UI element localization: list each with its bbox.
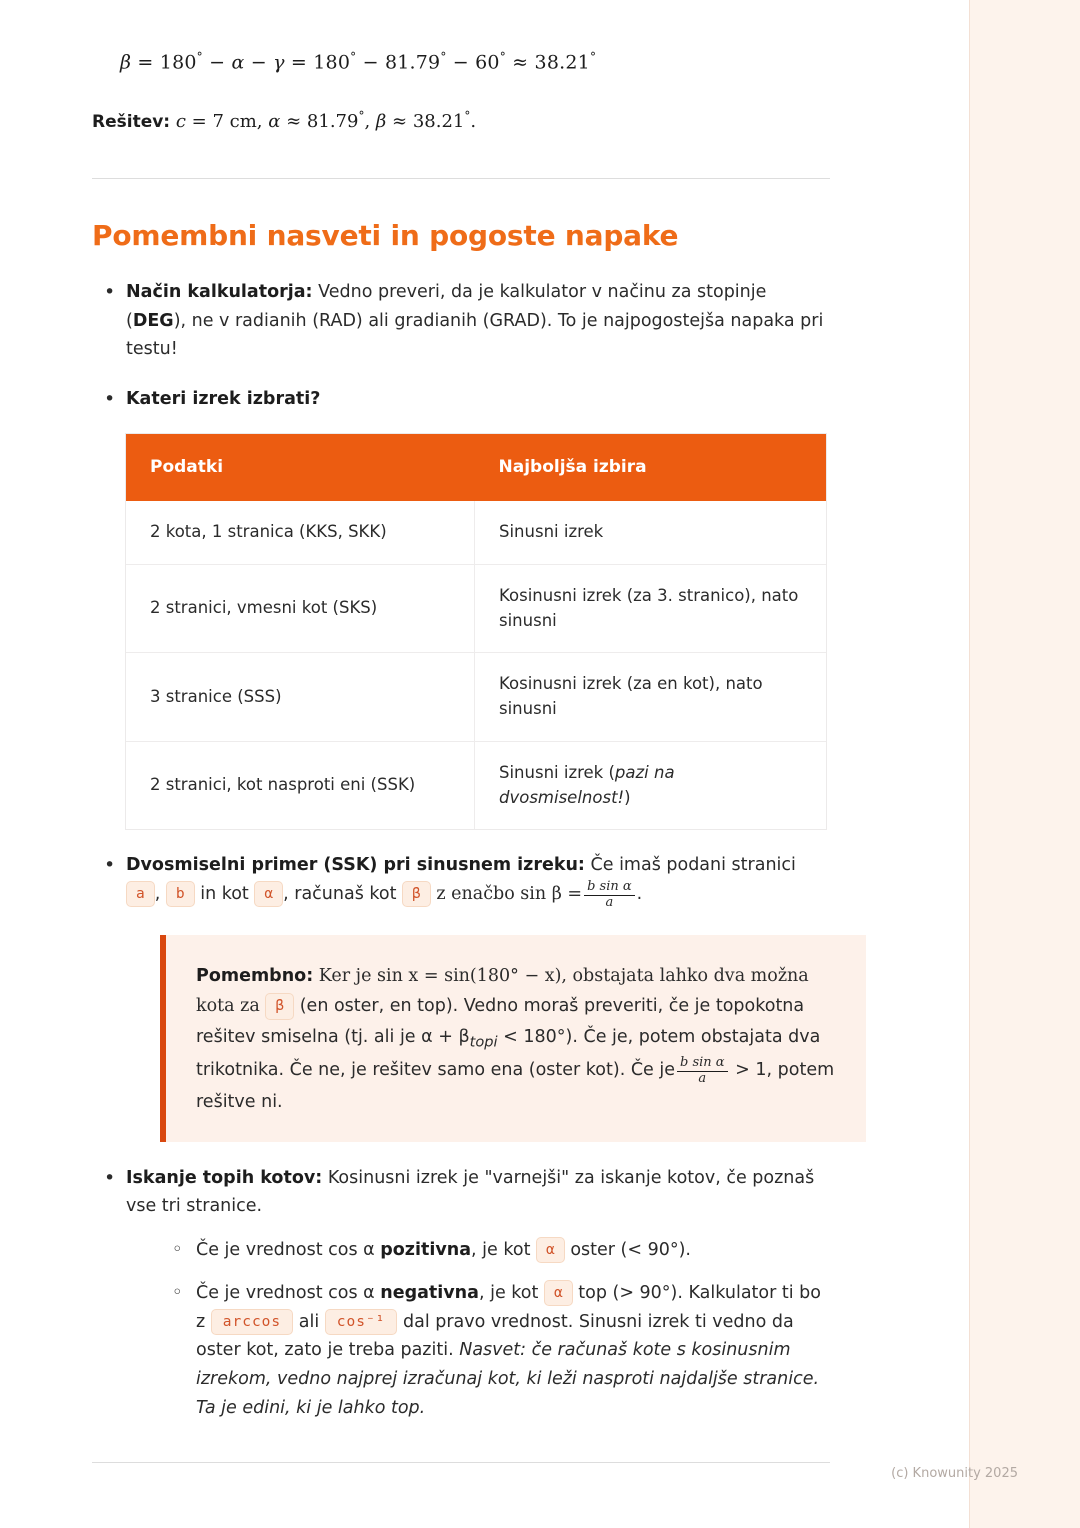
- table-cell-data: 2 stranici, kot nasproti eni (SSK): [126, 741, 475, 829]
- ambiguous-text-3: , računaš kot: [283, 883, 397, 904]
- table-cell-choice: Sinusni izrek: [475, 501, 827, 564]
- sub-list-item-negative: [162, 1279, 830, 1422]
- callout-text-1: Ker je sin x = sin(180° − x), obstajata lahko dva možna kota za: [196, 965, 809, 1017]
- table-body: [126, 501, 826, 829]
- ambiguous-comma: ,: [154, 883, 161, 904]
- negative-text-5: dal pravo vrednost. Sinusni izrek ti vedno da oster kot, zato je treba paziti.: [196, 1311, 794, 1361]
- negative-text-3: top (> 90°). Kalkulator ti bo z: [196, 1282, 821, 1332]
- obtuse-label: Iskanje topih kotov:: [126, 1167, 323, 1188]
- table-header-izbira: Najboljša izbira: [475, 434, 827, 502]
- rules-table: [126, 434, 826, 830]
- table-head: [126, 434, 826, 502]
- code-a: a: [126, 881, 155, 907]
- positive-bold: pozitivna: [380, 1240, 472, 1261]
- calculator-mode-text-2: ), ne v radianih (RAD) ali gradianih (GRAD). To je najpogostejša napaka pri testu!: [126, 310, 824, 360]
- code-arccos: arccos: [211, 1309, 293, 1335]
- fraction-numerator: b sin α: [584, 880, 635, 896]
- negative-bold: negativna: [380, 1282, 479, 1303]
- callout-text-2: (en oster, en top). Vedno moraš preveriti, če je topokotna rešitev smiselna (tj. ali je α + β: [196, 996, 805, 1048]
- ambiguous-text-4: z enačbo sin β =: [436, 883, 583, 904]
- callout-label: Pomembno:: [196, 965, 314, 986]
- deg-emphasis: DEG: [132, 310, 174, 331]
- table-header-podatki: Podatki: [126, 434, 475, 502]
- code-beta: β: [402, 881, 431, 907]
- negative-text-1: Če je vrednost cos α: [196, 1282, 375, 1303]
- calculator-mode-text-1: Vedno preveri, da je kalkulator v načinu za stopinje (: [126, 282, 767, 331]
- table-cell-data: 3 stranice (SSS): [126, 653, 475, 742]
- list-item-which-rule: [92, 385, 830, 829]
- code-alpha-negative: α: [544, 1280, 573, 1306]
- callout-code-beta: β: [265, 993, 294, 1019]
- fraction-denominator: a: [605, 894, 614, 910]
- callout-fraction-numerator: b sin α: [677, 1056, 728, 1072]
- solution-line: [92, 109, 830, 132]
- table-row: [126, 564, 826, 653]
- solution-values: c = 7 cm, α ≈ 81.79°, β ≈ 38.21°.: [175, 109, 477, 133]
- callout-fraction-denominator: a: [698, 1071, 707, 1087]
- tips-list: [92, 278, 835, 1422]
- divider-top: [92, 178, 830, 179]
- page-title: Pomembni nasveti in pogoste napake: [92, 219, 679, 253]
- positive-text-2: , je kot: [471, 1240, 531, 1261]
- table-cell-data: 2 kota, 1 stranica (KKS, SKK): [126, 501, 475, 564]
- callout-text-4: > 1, potem rešitve ni.: [196, 1060, 835, 1112]
- obtuse-sub-list: [162, 1236, 830, 1422]
- callout-text-3: < 180°). Če je, potem obstajata dva trikotnika. Če ne, je rešitev samo ena (oster kot). Če je: [196, 1027, 821, 1081]
- important-callout: [160, 935, 866, 1142]
- sub-list-wrapper: [162, 1236, 830, 1422]
- table-row: [126, 653, 826, 742]
- negative-text-4: ali: [298, 1311, 320, 1332]
- positive-text-1: Če je vrednost cos α: [196, 1240, 375, 1261]
- positive-text-3: oster (< 90°).: [570, 1240, 691, 1261]
- list-item-obtuse-angles: [92, 1164, 830, 1423]
- table-cell-choice: Kosinusni izrek (za en kot), nato sinusni: [475, 653, 827, 742]
- callout-fraction: [677, 1056, 728, 1087]
- negative-text-2: , je kot: [478, 1282, 539, 1303]
- callout-sub-topi: topi: [469, 1033, 498, 1051]
- divider-bottom: [92, 1462, 830, 1463]
- table-header-row: [126, 434, 826, 502]
- negative-italic-tip: Nasvet: če računaš kote s kosinusnim izrekom, vedno najprej izračunaj kot, ki leži nasproti najdaljše stranice. Ta je edini, ki je lahko top.: [196, 1340, 820, 1418]
- calculator-mode-label: Način kalkulatorja:: [126, 282, 313, 303]
- table-cell-data: 2 stranici, vmesni kot (SKS): [126, 564, 475, 653]
- table-row: [126, 741, 826, 829]
- table-row: [126, 501, 826, 564]
- row4-suffix: ): [624, 787, 631, 807]
- fraction-bsina-over-a: [584, 880, 635, 911]
- row4-italic: pazi na dvosmiselnost!: [499, 762, 675, 807]
- right-margin-strip: [969, 0, 1080, 1528]
- solution-label: Rešitev:: [92, 112, 171, 133]
- obtuse-text: Kosinusni izrek je "varnejši" za iskanje kotov, če poznaš vse tri stranice.: [126, 1167, 815, 1216]
- which-rule-label: Kateri izrek izbrati?: [126, 389, 321, 410]
- ambiguous-text-1: Če imaš podani stranici: [590, 855, 796, 876]
- copyright-text: (c) Knowunity 2025: [891, 1466, 1018, 1481]
- ambiguous-text-2: in kot: [200, 883, 249, 904]
- list-item-ambiguous-case: [92, 851, 835, 1141]
- code-cos-inverse: cos⁻¹: [325, 1309, 398, 1335]
- code-b: b: [166, 881, 195, 907]
- ambiguous-text-5: .: [636, 883, 643, 904]
- list-item-calculator-mode: [92, 278, 830, 363]
- formula-beta: β = 180° − α − γ = 180° − 81.79° − 60° ≈ 38.21°: [120, 50, 597, 74]
- document-content: [92, 0, 835, 1463]
- code-alpha-positive: α: [536, 1237, 565, 1263]
- ambiguous-label: Dvosmiselni primer (SSK) pri sinusnem izreku:: [126, 855, 585, 876]
- table-cell-choice: [475, 741, 827, 829]
- row4-prefix: Sinusni izrek (: [499, 762, 615, 782]
- code-alpha: α: [254, 881, 283, 907]
- sub-list-item-positive: [162, 1236, 830, 1265]
- table-cell-choice: Kosinusni izrek (za 3. stranico), nato sinusni: [475, 564, 827, 653]
